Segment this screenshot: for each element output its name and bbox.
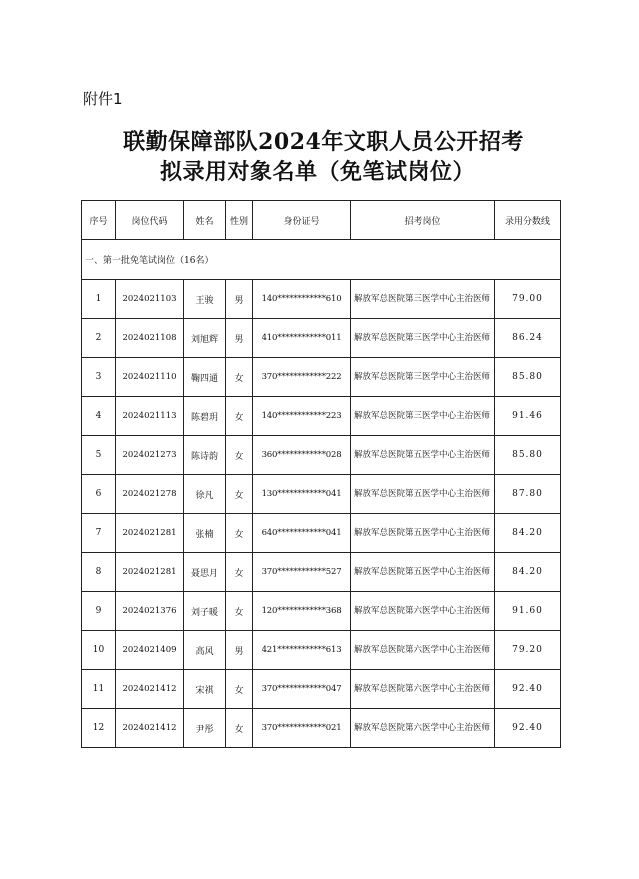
cell-gender: 女	[226, 475, 253, 514]
cell-code: 2024021108	[116, 319, 184, 358]
cell-id-number: 421************613	[253, 631, 351, 670]
cell-post: 解放军总医院第五医学中心主治医师	[351, 514, 495, 553]
cell-post: 解放军总医院第三医学中心主治医师	[351, 280, 495, 319]
cell-name: 王骏	[184, 280, 226, 319]
cell-score: 92.40	[495, 670, 561, 709]
document-title-line1: 联勤保障部队2024年文职人员公开招考	[123, 129, 524, 155]
document-title-line2: 拟录用对象名单（免笔试岗位）	[159, 159, 475, 185]
cell-name: 徐凡	[184, 475, 226, 514]
header-name: 姓名	[184, 201, 226, 240]
cell-id-number: 130************041	[253, 475, 351, 514]
cell-gender: 男	[226, 319, 253, 358]
cell-no: 2	[82, 319, 116, 358]
table-row	[82, 514, 561, 553]
cell-name: 刘旭辉	[184, 319, 226, 358]
cell-name: 高风	[184, 631, 226, 670]
cell-code: 2024021281	[116, 553, 184, 592]
table-row	[82, 592, 561, 631]
cell-id-number: 140************223	[253, 397, 351, 436]
cell-no: 3	[82, 358, 116, 397]
cell-code: 2024021412	[116, 709, 184, 748]
cell-score: 92.40	[495, 709, 561, 748]
cell-id-number: 370************021	[253, 709, 351, 748]
cell-code: 2024021110	[116, 358, 184, 397]
table-row	[82, 436, 561, 475]
header-score: 录用分数线	[495, 201, 561, 240]
cell-post: 解放军总医院第三医学中心主治医师	[351, 397, 495, 436]
header-post: 招考岗位	[351, 201, 495, 240]
cell-gender: 女	[226, 514, 253, 553]
roster-table	[81, 200, 561, 748]
cell-score: 79.00	[495, 280, 561, 319]
cell-name: 陈碧玥	[184, 397, 226, 436]
cell-id-number: 410************011	[253, 319, 351, 358]
cell-code: 2024021103	[116, 280, 184, 319]
cell-post: 解放军总医院第五医学中心主治医师	[351, 553, 495, 592]
cell-post: 解放军总医院第六医学中心主治医师	[351, 592, 495, 631]
table-row	[82, 553, 561, 592]
cell-code: 2024021409	[116, 631, 184, 670]
cell-name: 张楠	[184, 514, 226, 553]
group-row	[82, 240, 561, 280]
cell-no: 4	[82, 397, 116, 436]
cell-id-number: 370************527	[253, 553, 351, 592]
group-label: 一、第一批免笔试岗位（16名）	[82, 240, 561, 280]
header-gender: 性别	[226, 201, 253, 240]
cell-gender: 女	[226, 397, 253, 436]
cell-id-number: 370************047	[253, 670, 351, 709]
cell-no: 11	[82, 670, 116, 709]
cell-code: 2024021278	[116, 475, 184, 514]
cell-name: 刘子暖	[184, 592, 226, 631]
cell-no: 10	[82, 631, 116, 670]
table-row	[82, 280, 561, 319]
cell-post: 解放军总医院第三医学中心主治医师	[351, 319, 495, 358]
cell-no: 8	[82, 553, 116, 592]
cell-no: 1	[82, 280, 116, 319]
table-row	[82, 358, 561, 397]
cell-gender: 女	[226, 358, 253, 397]
cell-no: 9	[82, 592, 116, 631]
cell-gender: 女	[226, 436, 253, 475]
cell-post: 解放军总医院第六医学中心主治医师	[351, 709, 495, 748]
cell-gender: 女	[226, 709, 253, 748]
cell-score: 84.20	[495, 514, 561, 553]
cell-post: 解放军总医院第五医学中心主治医师	[351, 475, 495, 514]
table-row	[82, 709, 561, 748]
cell-id-number: 140************610	[253, 280, 351, 319]
cell-gender: 男	[226, 631, 253, 670]
cell-no: 6	[82, 475, 116, 514]
cell-score: 85.80	[495, 436, 561, 475]
cell-post: 解放军总医院第三医学中心主治医师	[351, 358, 495, 397]
cell-gender: 女	[226, 670, 253, 709]
cell-score: 91.46	[495, 397, 561, 436]
cell-score: 87.80	[495, 475, 561, 514]
table-row	[82, 475, 561, 514]
table-header-row	[82, 201, 561, 240]
cell-gender: 女	[226, 553, 253, 592]
cell-code: 2024021273	[116, 436, 184, 475]
cell-no: 5	[82, 436, 116, 475]
cell-score: 85.80	[495, 358, 561, 397]
cell-gender: 女	[226, 592, 253, 631]
cell-post: 解放军总医院第五医学中心主治医师	[351, 436, 495, 475]
cell-code: 2024021281	[116, 514, 184, 553]
cell-id-number: 370************222	[253, 358, 351, 397]
cell-score: 91.60	[495, 592, 561, 631]
header-id: 身份证号	[253, 201, 351, 240]
table-row	[82, 670, 561, 709]
cell-score: 84.20	[495, 553, 561, 592]
header-no: 序号	[82, 201, 116, 240]
cell-no: 12	[82, 709, 116, 748]
cell-name: 尹彤	[184, 709, 226, 748]
cell-no: 7	[82, 514, 116, 553]
attachment-label: 附件1	[83, 90, 123, 108]
cell-id-number: 120************368	[253, 592, 351, 631]
cell-gender: 男	[226, 280, 253, 319]
cell-score: 86.24	[495, 319, 561, 358]
cell-code: 2024021412	[116, 670, 184, 709]
cell-name: 鞠四通	[184, 358, 226, 397]
cell-name: 聂思月	[184, 553, 226, 592]
cell-post: 解放军总医院第六医学中心主治医师	[351, 670, 495, 709]
cell-id-number: 360************028	[253, 436, 351, 475]
table-row	[82, 631, 561, 670]
header-code: 岗位代码	[116, 201, 184, 240]
table-row	[82, 397, 561, 436]
cell-score: 79.20	[495, 631, 561, 670]
cell-name: 宋祺	[184, 670, 226, 709]
cell-post: 解放军总医院第六医学中心主治医师	[351, 631, 495, 670]
cell-code: 2024021376	[116, 592, 184, 631]
cell-name: 陈诗韵	[184, 436, 226, 475]
cell-id-number: 640************041	[253, 514, 351, 553]
table-row	[82, 319, 561, 358]
cell-code: 2024021113	[116, 397, 184, 436]
